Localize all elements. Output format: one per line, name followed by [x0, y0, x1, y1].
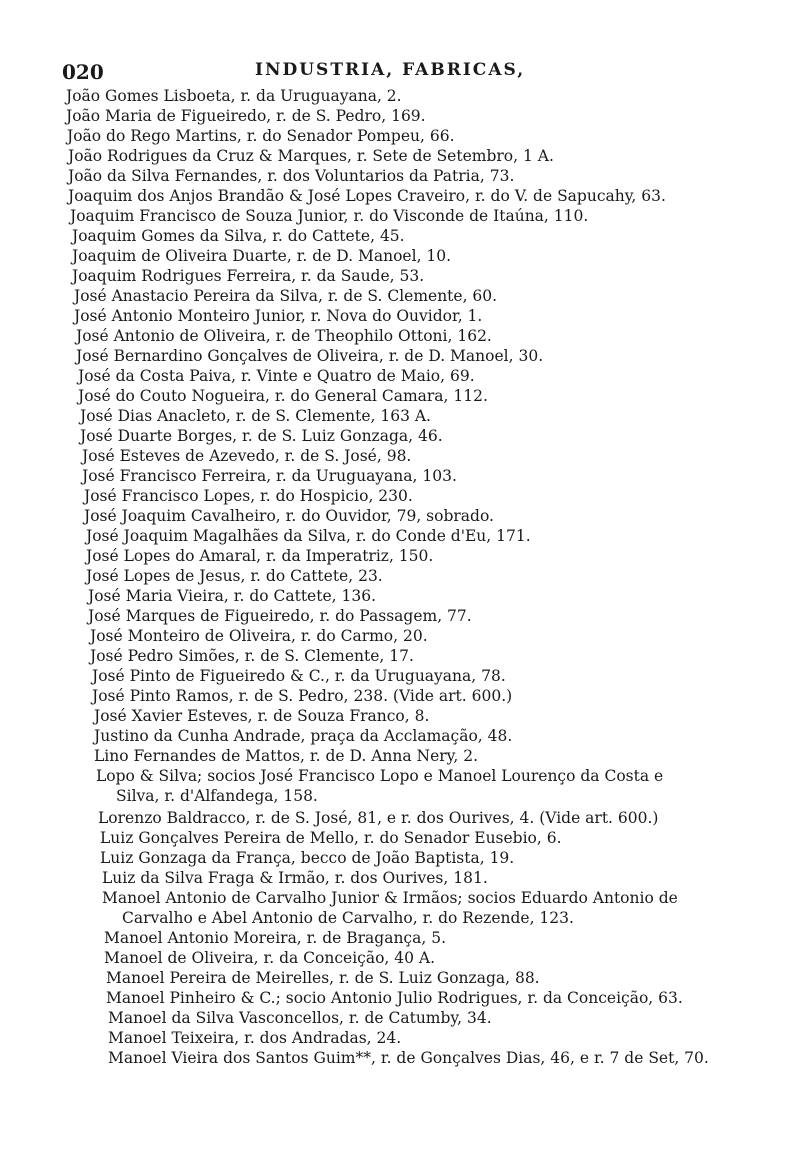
- list-item: José Dias Anacleto, r. de S. Clemente, 163 A.: [80, 407, 431, 425]
- list-item: Manoel Vieira dos Santos Guim**, r. de Gonçalves Dias, 46, e r. 7 de Set, 70.: [108, 1049, 709, 1067]
- list-item: Joaquim Rodrigues Ferreira, r. da Saude, 53.: [72, 267, 425, 285]
- list-item: José Maria Vieira, r. do Cattete, 136.: [88, 587, 376, 605]
- list-item: José Francisco Ferreira, r. da Uruguayana, 103.: [82, 467, 457, 485]
- list-item: João da Silva Fernandes, r. dos Voluntarios da Patria, 73.: [68, 167, 515, 185]
- list-item: Luiz Gonzaga da França, becco de João Baptista, 19.: [100, 849, 515, 867]
- page-number: 020: [62, 60, 104, 84]
- list-item: José do Couto Nogueira, r. do General Camara, 112.: [78, 387, 488, 405]
- list-item: Lopo & Silva; socios José Francisco Lopo e Manoel Lourenço da Costa e: [96, 767, 664, 785]
- list-item: Lorenzo Baldracco, r. de S. José, 81, e r. dos Ourives, 4. (Vide art. 600.): [98, 809, 659, 827]
- list-item: João Rodrigues da Cruz & Marques, r. Sete de Setembro, 1 A.: [68, 147, 554, 165]
- list-item: Manoel Antonio Moreira, r. de Bragança, 5.: [104, 929, 446, 947]
- list-item: Manoel Pinheiro & C.; socio Antonio Julio Rodrigues, r. da Conceição, 63.: [106, 989, 683, 1007]
- list-item: José Anastacio Pereira da Silva, r. de S. Clemente, 60.: [74, 287, 498, 305]
- list-item: José Antonio de Oliveira, r. de Theophilo Ottoni, 162.: [76, 327, 492, 345]
- list-item-continuation: Carvalho e Abel Antonio de Carvalho, r. do Rezende, 123.: [122, 909, 574, 927]
- list-item: José Lopes do Amaral, r. da Imperatriz, 150.: [86, 547, 434, 565]
- list-item: Manoel Antonio de Carvalho Junior & Irmãos; socios Eduardo Antonio de: [102, 889, 678, 907]
- list-item: José Francisco Lopes, r. do Hospicio, 230.: [84, 487, 413, 505]
- list-item: José Pinto de Figueiredo & C., r. da Uruguayana, 78.: [92, 667, 506, 685]
- list-item: José Pinto Ramos, r. de S. Pedro, 238. (Vide art. 600.): [92, 687, 513, 705]
- list-item: José Lopes de Jesus, r. do Cattete, 23.: [86, 567, 383, 585]
- list-item: José da Costa Paiva, r. Vinte e Quatro de Maio, 69.: [78, 367, 475, 385]
- list-item: Manoel Pereira de Meirelles, r. de S. Luiz Gonzaga, 88.: [106, 969, 540, 987]
- list-item: Joaquim Francisco de Souza Junior, r. do Visconde de Itaúna, 110.: [70, 207, 589, 225]
- list-item: João Maria de Figueiredo, r. de S. Pedro, 169.: [66, 107, 426, 125]
- list-item: José Joaquim Cavalheiro, r. do Ouvidor, 79, sobrado.: [84, 507, 494, 525]
- list-item: Luiz da Silva Fraga & Irmão, r. dos Ourives, 181.: [102, 869, 488, 887]
- running-head: INDUSTRIA, FABRICAS,: [255, 60, 526, 80]
- list-item-continuation: Silva, r. d'Alfandega, 158.: [116, 787, 318, 805]
- list-item: José Joaquim Magalhães da Silva, r. do Conde d'Eu, 171.: [86, 527, 531, 545]
- list-item: Manoel de Oliveira, r. da Conceição, 40 A.: [104, 949, 436, 967]
- list-item: Manoel da Silva Vasconcellos, r. de Catumby, 34.: [108, 1009, 492, 1027]
- list-item: Manoel Teixeira, r. dos Andradas, 24.: [108, 1029, 402, 1047]
- list-item: José Monteiro de Oliveira, r. do Carmo, 20.: [90, 627, 428, 645]
- list-item: Joaquim Gomes da Silva, r. do Cattete, 45.: [72, 227, 405, 245]
- list-item: Luiz Gonçalves Pereira de Mello, r. do Senador Eusebio, 6.: [100, 829, 562, 847]
- list-item: João do Rego Martins, r. do Senador Pompeu, 66.: [67, 127, 455, 145]
- list-item: João Gomes Lisboeta, r. da Uruguayana, 2.: [66, 87, 402, 105]
- list-item: José Marques de Figueiredo, r. do Passagem, 77.: [88, 607, 472, 625]
- list-item: José Duarte Borges, r. de S. Luiz Gonzaga, 46.: [80, 427, 443, 445]
- list-item: José Esteves de Azevedo, r. de S. José, 98.: [82, 447, 412, 465]
- list-item: José Bernardino Gonçalves de Oliveira, r. de D. Manoel, 30.: [76, 347, 544, 365]
- list-item: Justino da Cunha Andrade, praça da Acclamação, 48.: [94, 727, 513, 745]
- list-item: José Xavier Esteves, r. de Souza Franco, 8.: [94, 707, 430, 725]
- list-item: José Antonio Monteiro Junior, r. Nova do Ouvidor, 1.: [74, 307, 483, 325]
- list-item: Joaquim dos Anjos Brandão & José Lopes Craveiro, r. do V. de Sapucahy, 63.: [68, 187, 666, 205]
- list-item: Joaquim de Oliveira Duarte, r. de D. Manoel, 10.: [72, 247, 452, 265]
- list-item: José Pedro Simões, r. de S. Clemente, 17.: [90, 647, 414, 665]
- list-item: Lino Fernandes de Mattos, r. de D. Anna Nery, 2.: [94, 747, 479, 765]
